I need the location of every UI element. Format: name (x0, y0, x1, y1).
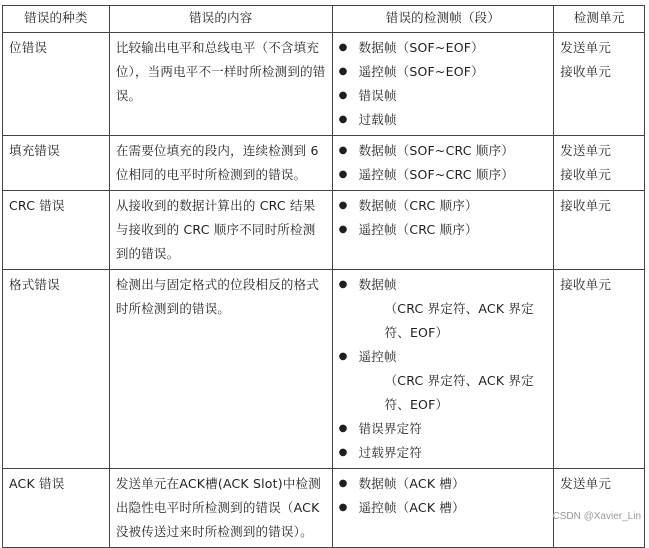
detection-unit-cell (554, 136, 645, 191)
detection-unit-label: 接收单元 (560, 167, 612, 182)
frame-list-item (339, 139, 548, 163)
frame-list-item (339, 60, 548, 84)
frame-list (339, 472, 548, 520)
frame-label: 数据帧（SOF~EOF） (358, 40, 484, 55)
header-detection-unit: 检测单元 (554, 6, 645, 33)
detection-unit-label: 接收单元 (560, 198, 612, 213)
table-row (3, 270, 645, 469)
frame-list-item (339, 273, 548, 345)
frame-list (339, 273, 548, 465)
watermark: CSDN @Xavier_Lin (552, 511, 641, 522)
frame-list-item (339, 84, 548, 108)
table-row (3, 469, 645, 548)
detection-unit-label: 接收单元 (560, 64, 612, 79)
error-type-cell: 填充错误 (3, 136, 110, 191)
detection-frames-cell (332, 270, 554, 469)
frame-label: 过载界定符 (358, 445, 423, 460)
error-type-cell: ACK 错误 (3, 469, 110, 548)
frame-list-item (339, 472, 548, 496)
frame-list-item (339, 194, 548, 218)
frame-label: 遥控帧（SOF~EOF） (358, 64, 484, 79)
frame-label: 遥控帧（ACK 槽） (358, 500, 465, 515)
frame-list-item (339, 496, 548, 520)
bullet-icon: ● (338, 502, 348, 513)
detection-unit-label: 接收单元 (560, 277, 612, 292)
error-types-table (2, 5, 645, 548)
bullet-icon: ● (338, 224, 348, 235)
header-detection-frames: 错误的检测帧（段） (332, 6, 554, 33)
detection-frames-cell (332, 191, 554, 270)
detection-unit-label: 发送单元 (560, 143, 612, 158)
header-error-content: 错误的内容 (109, 6, 332, 33)
frame-field-range: （CRC 界定符、ACK 界定符、EOF） (384, 373, 534, 412)
bullet-icon: ● (338, 169, 348, 180)
detection-frames-cell (332, 469, 554, 548)
frame-field-range: （CRC 界定符、ACK 界定符、EOF） (384, 301, 534, 340)
frame-label: 数据帧 (358, 277, 397, 292)
error-content-cell: 从接收到的数据计算出的 CRC 结果与接收到的 CRC 顺序不同时所检测到的错误。 (109, 191, 332, 270)
error-content-cell: 比较输出电平和总线电平（不含填充位），当两电平不一样时所检测到的错误。 (109, 33, 332, 136)
table-row (3, 33, 645, 136)
frame-label: 数据帧（ACK 槽） (358, 476, 465, 491)
bullet-icon: ● (338, 423, 348, 434)
frame-list-item (339, 163, 548, 187)
frame-list (339, 36, 548, 132)
detection-unit-cell (554, 191, 645, 270)
bullet-icon: ● (338, 42, 348, 53)
bullet-icon: ● (338, 145, 348, 156)
table-body (3, 33, 645, 548)
bullet-icon: ● (338, 351, 348, 362)
bullet-icon: ● (338, 114, 348, 125)
frame-label: 数据帧（SOF~CRC 顺序） (358, 143, 514, 158)
error-content-cell: 在需要位填充的段内，连续检测到 6 位相同的电平时所检测到的错误。 (109, 136, 332, 191)
frame-list-item (339, 36, 548, 60)
detection-unit-cell (554, 33, 645, 136)
frame-list-item (339, 345, 548, 417)
header-error-type: 错误的种类 (3, 6, 110, 33)
table-row (3, 191, 645, 270)
frame-label: 遥控帧 (358, 349, 397, 364)
frame-list-item (339, 218, 548, 242)
frame-label: 错误帧 (358, 88, 397, 103)
header-row (3, 6, 645, 33)
bullet-icon: ● (338, 90, 348, 101)
bullet-icon: ● (338, 279, 348, 290)
detection-unit-cell (554, 270, 645, 469)
error-content-cell: 发送单元在ACK槽(ACK Slot)中检测出隐性电平时所检测到的错误（ACK没被传送过来时所检测到的错误）。 (109, 469, 332, 548)
frame-list (339, 194, 548, 242)
frame-label: 过载帧 (358, 112, 397, 127)
frame-list (339, 139, 548, 187)
frame-label: 数据帧（CRC 顺序） (358, 198, 478, 213)
frame-list-item (339, 441, 548, 465)
detection-unit-label: 发送单元 (560, 40, 612, 55)
frame-label: 遥控帧（CRC 顺序） (358, 222, 478, 237)
detection-unit-label: 发送单元 (560, 476, 612, 491)
bullet-icon: ● (338, 478, 348, 489)
frame-list-item (339, 417, 548, 441)
error-content-cell: 检测出与固定格式的位段相反的格式时所检测到的错误。 (109, 270, 332, 469)
detection-frames-cell (332, 136, 554, 191)
frame-label: 错误界定符 (358, 421, 423, 436)
frame-label: 遥控帧（SOF~CRC 顺序） (358, 167, 514, 182)
error-type-cell: 位错误 (3, 33, 110, 136)
detection-frames-cell (332, 33, 554, 136)
bullet-icon: ● (338, 66, 348, 77)
bullet-icon: ● (338, 200, 348, 211)
error-type-cell: 格式错误 (3, 270, 110, 469)
error-type-cell: CRC 错误 (3, 191, 110, 270)
bullet-icon: ● (338, 447, 348, 458)
detection-unit-cell (554, 469, 645, 548)
frame-list-item (339, 108, 548, 132)
table-row (3, 136, 645, 191)
